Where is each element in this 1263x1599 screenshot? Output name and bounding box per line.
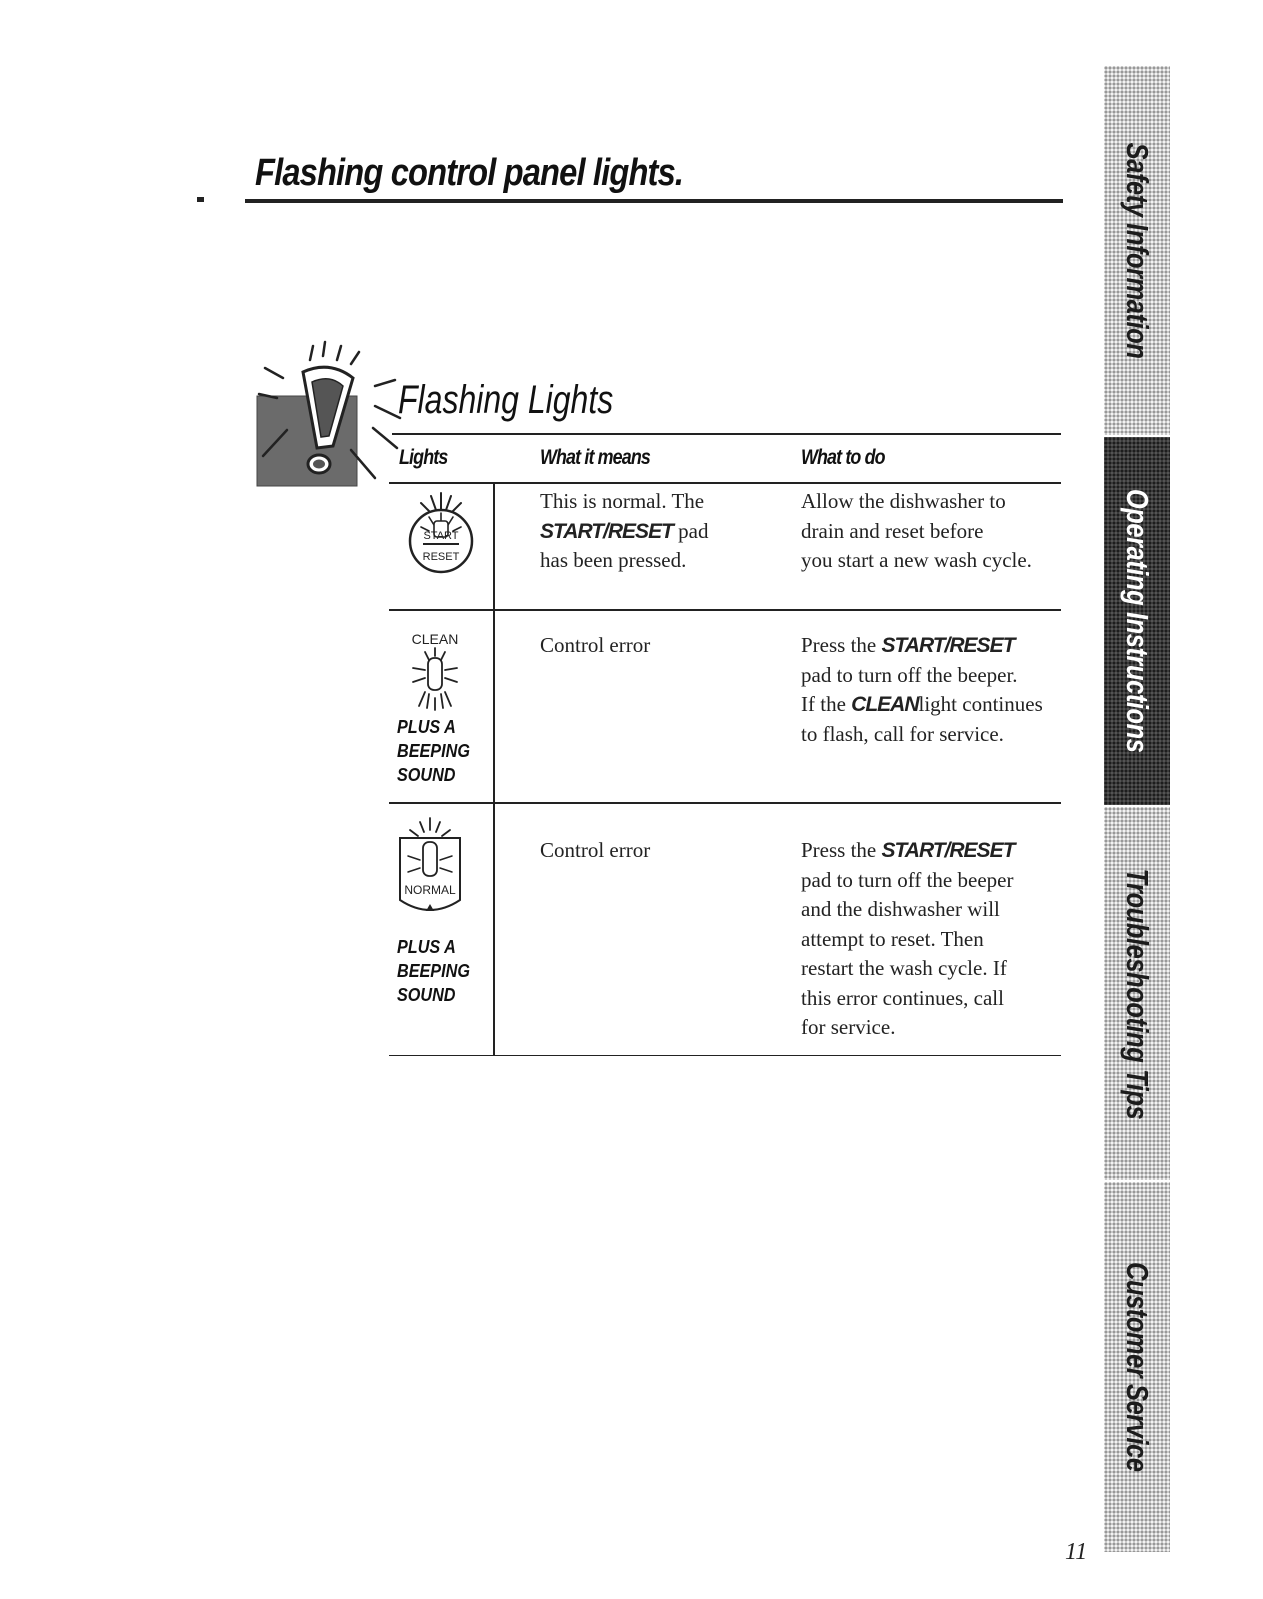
beeping-sound-note: PLUS A BEEPING SOUND [397,937,470,1005]
beeping-sound-note: PLUS A BEEPING SOUND [397,717,470,785]
row-3-action: Press the START/RESET pad to turn off the beeper and the dishwasher will attempt to reset. Then restart the wash cycle. If this error continues, call for service. [801,838,1015,1039]
row-1-meaning: This is normal. The START/RESET pad has been pressed. [540,489,709,572]
row-2-action: Press the START/RESET pad to turn off the beeper. If the CLEANlight continues to flash, call for service. [801,633,1043,746]
tab-label: Operating Instructions [1120,489,1155,753]
page-number: 11 [1065,1539,1088,1565]
tab-label: Troubleshooting Tips [1120,868,1155,1119]
table-rule [389,609,1061,611]
table-rule [389,482,1061,484]
warning-exclamation-icon [255,338,405,488]
column-divider [493,484,495,1055]
tab-operating-instructions[interactable] [1104,437,1170,805]
title-rule [245,199,1063,203]
tab-label: Safety Information [1120,143,1155,359]
row-1-action: Allow the dishwasher to drain and reset before you start a new wash cycle. [801,489,1032,572]
column-header-what-it-means: What it means [540,446,650,469]
section-heading: Flashing Lights [398,378,614,422]
tab-label: Customer Service [1120,1262,1155,1472]
clean-label: CLEAN [411,631,459,647]
normal-label: NORMAL [404,883,456,897]
page-title: Flashing control panel lights. [255,152,684,194]
column-header-what-to-do: What to do [801,446,885,469]
row-2-meaning: Control error [540,633,651,657]
table-rule [389,1055,1061,1056]
reset-label: RESET [422,551,460,563]
start-label: START [423,530,459,542]
tab-safety-information[interactable] [1104,66,1170,436]
tab-troubleshooting-tips[interactable] [1104,807,1170,1180]
stray-mark [197,197,204,202]
column-header-lights: Lights [399,446,448,469]
row-3-meaning: Control error [540,838,651,862]
start-reset-light-icon [396,487,486,577]
clean-light-icon [405,628,465,712]
table-rule [389,802,1061,804]
normal-light-icon [396,816,464,916]
tab-customer-service[interactable] [1104,1182,1170,1552]
heading-rule [392,433,1061,435]
